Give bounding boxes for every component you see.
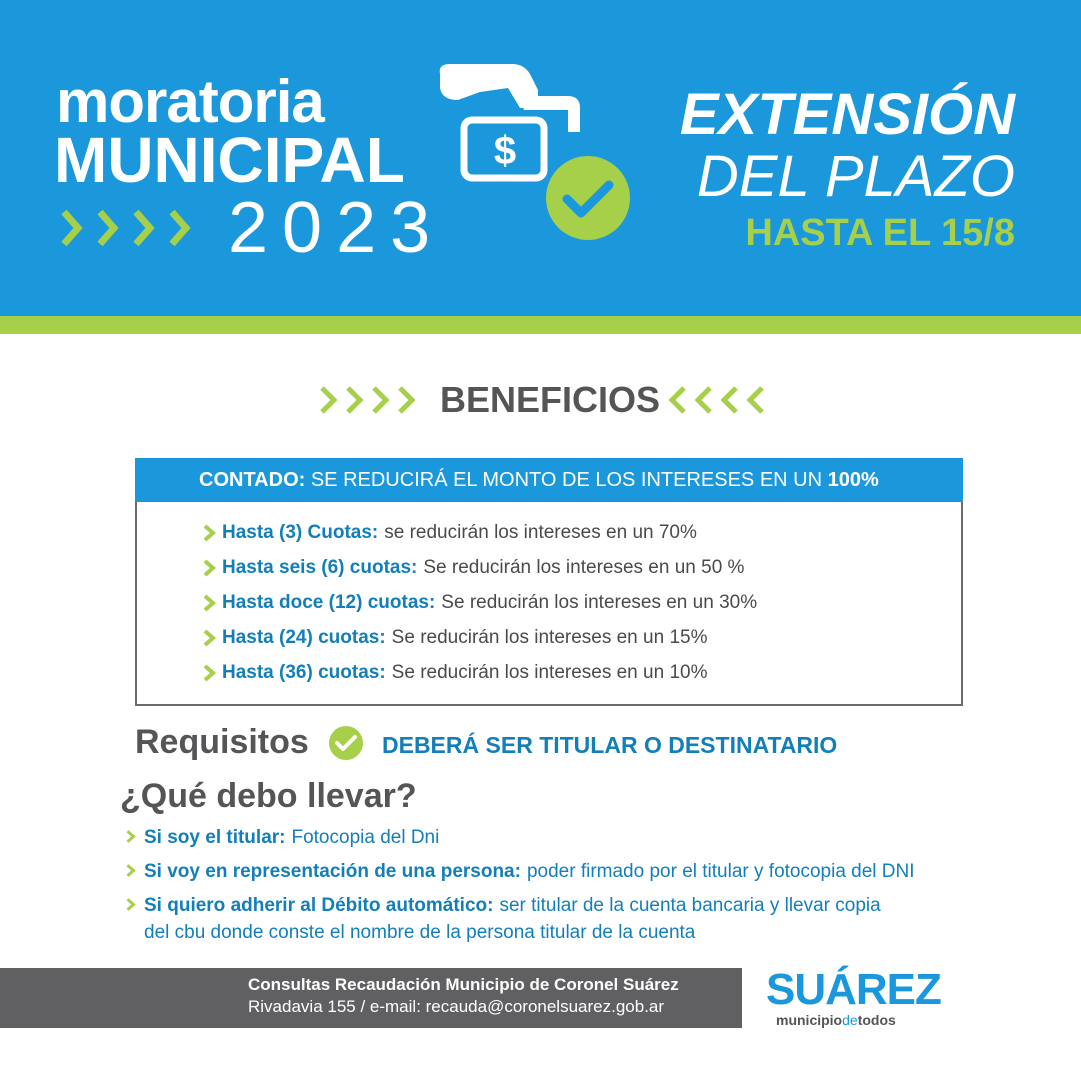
benefits-heading: BENEFICIOS — [440, 379, 661, 420]
what-to-bring-list — [120, 824, 1020, 953]
item-text: ser titular de la cuenta bancaria y llevar copia — [499, 895, 881, 916]
brand-logo — [766, 965, 941, 1028]
check-circle-icon — [545, 155, 631, 241]
logo-line1: moratoria — [56, 68, 324, 135]
brand-tag-c: todos — [857, 1012, 896, 1028]
extension-date: HASTA EL 15/8 — [745, 212, 1015, 254]
item-text: Fotocopia del Dni — [291, 827, 440, 848]
table-row — [198, 620, 958, 655]
what-to-bring-title: ¿Qué debo llevar? — [120, 777, 417, 815]
table-header-value: 100% — [827, 469, 879, 491]
table-header — [135, 458, 963, 502]
brand-tag-a: municipio — [776, 1012, 843, 1028]
benefits-heading-row — [0, 378, 1081, 422]
chevron-left-icon — [668, 384, 778, 416]
row-text: se reducirán los intereses en un 70% — [384, 521, 697, 543]
table-row — [198, 655, 958, 690]
requirements-text: DEBERÁ SER TITULAR O DESTINATARIO — [382, 732, 838, 758]
footer-line1: Consultas Recaudación Municipio de Coronel Suárez — [248, 975, 679, 994]
chevron-right-icon — [120, 892, 144, 912]
list-item — [120, 892, 1020, 946]
table-row — [198, 550, 958, 585]
svg-text:$: $ — [493, 129, 517, 173]
chevron-right-icon — [120, 858, 144, 878]
benefits-rows — [198, 515, 958, 690]
chevron-right-icon — [198, 628, 220, 648]
table-row — [198, 515, 958, 550]
item-text: poder firmado por el titular y fotocopia del DNI — [526, 861, 915, 882]
brand-tag-b: de — [842, 1012, 858, 1028]
list-item — [120, 824, 1020, 851]
row-label: Hasta (3) Cuotas: — [222, 521, 379, 543]
item-label: Si voy en representación de una persona: — [144, 861, 521, 882]
check-circle-icon — [328, 725, 364, 761]
extension-title: EXTENSIÓN — [679, 82, 1015, 147]
list-item — [120, 858, 1020, 885]
footer-line2: Rivadavia 155 / e-mail: recauda@coronelsuarez.gob.ar — [248, 997, 665, 1016]
row-label: Hasta seis (6) cuotas: — [222, 556, 418, 578]
row-text: Se reducirán los intereses en un 10% — [391, 661, 708, 683]
chevron-right-icon — [198, 558, 220, 578]
extension-subtitle: DEL PLAZO — [696, 144, 1015, 209]
requirements-title: Requisitos — [135, 723, 309, 761]
row-text: Se reducirán los intereses en un 15% — [391, 626, 708, 648]
brand-tagline — [766, 1012, 936, 1028]
header-green-stripe — [0, 316, 1081, 334]
row-label: Hasta doce (12) cuotas: — [222, 591, 436, 613]
logo-chevrons-icon — [60, 208, 210, 248]
chevron-right-icon — [198, 593, 220, 613]
brand-name: SUÁREZ — [766, 965, 941, 1014]
table-header-text: SE REDUCIRÁ EL MONTO DE LOS INTERESES EN UN — [310, 469, 823, 491]
item-label: Si quiero adherir al Débito automático: — [144, 895, 494, 916]
table-row — [198, 585, 958, 620]
chevron-right-icon — [198, 663, 220, 683]
item-text-continued: del cbu donde conste el nombre de la persona titular de la cuenta — [144, 922, 696, 943]
item-label: Si soy el titular: — [144, 827, 286, 848]
row-text: Se reducirán los intereses en un 30% — [441, 591, 758, 613]
chevron-right-icon — [318, 384, 428, 416]
row-label: Hasta (24) cuotas: — [222, 626, 386, 648]
chevron-right-icon — [120, 824, 144, 844]
logo-year: 2023 — [228, 188, 445, 268]
chevron-right-icon — [198, 523, 220, 543]
row-label: Hasta (36) cuotas: — [222, 661, 386, 683]
table-header-prefix: CONTADO: — [199, 469, 306, 491]
footer-contact-bar — [0, 968, 742, 1028]
logo-line2: MUNICIPAL — [54, 124, 405, 196]
row-text: Se reducirán los intereses en un 50 % — [423, 556, 745, 578]
